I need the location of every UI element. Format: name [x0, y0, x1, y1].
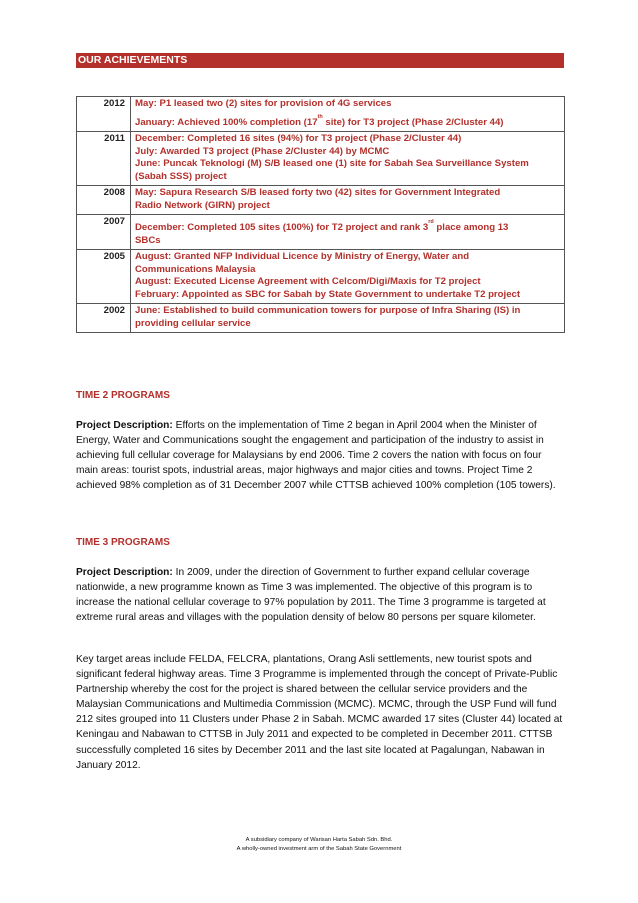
achievement-description: [131, 186, 565, 215]
section-banner: OUR ACHIEVEMENTS: [76, 53, 564, 68]
achievement-year: 2012: [77, 97, 131, 132]
achievement-year: 2005: [77, 250, 131, 304]
time3-description: [76, 565, 566, 625]
ordinal-suffix: th: [317, 113, 323, 120]
time3-text: In 2009, under the direction of Government to further expand cellular coverage nationwide, a new programme known as Time 3 was implemented. The objective of this program is to increase the national cellular coverage to 97% population by 2011. The Time 3 programme is targeted at extreme rural areas and villages with the population density of below 80 persons per square kilometer.: [76, 567, 546, 624]
achievement-line: Communications Malaysia: [135, 263, 256, 275]
time3-label: Project Description:: [76, 567, 173, 578]
ordinal-suffix: rd: [428, 219, 434, 225]
achievement-line: (Sabah SSS) project: [135, 170, 227, 182]
achievement-line: Radio Network (GIRN) project: [135, 199, 270, 211]
achievement-description: [131, 304, 565, 333]
achievement-year: 2011: [77, 132, 131, 186]
page-footer: [0, 836, 638, 854]
footer-line-2: A wholly-owned investment arm of the Sabah State Government: [236, 846, 402, 852]
achievement-row: [77, 250, 565, 304]
achievement-description: [131, 132, 565, 186]
achievement-year: 2008: [77, 186, 131, 215]
time2-text: Efforts on the implementation of Time 2 began in April 2004 when the Minister of Energy, Water and Communications sought the engagement and participation of the industry to assist in achieving full cellular coverage for Malaysians by end 2006. Time 2 covers the nation with focus on four main areas: tourist spots, industrial areas, major highways and major cities and towns. Project Time 2 achieved 98% completion as of 31 December 2007 while CTTSB achieved 100% completion (105 towers).: [76, 420, 556, 492]
achievement-line: August: Granted NFP Individual Licence by Ministry of Energy, Water and: [135, 251, 470, 262]
achievement-line: providing cellular service: [135, 317, 251, 329]
achievement-line: [135, 111, 560, 130]
footer-line-1: A subsidiary company of Warisan Harta Sabah Sdn. Bhd.: [245, 837, 393, 843]
achievement-year: 2007: [77, 215, 131, 250]
achievement-line: May: P1 leased two (2) sites for provision of 4G services: [135, 98, 392, 109]
achievements-table: [76, 96, 565, 333]
achievement-line: August: Executed License Agreement with Celcom/Digi/Maxis for T2 project: [135, 276, 481, 287]
achievement-line: May: Sapura Research S/B leased forty two (42) sites for Government Integrated: [135, 187, 501, 198]
achievement-row: [77, 186, 565, 215]
time3-targets: Key target areas include FELDA, FELCRA, plantations, Orang Asli settlements, new tourist spots and significant federal highway areas. Time 3 Programme is implemented through the concept of Private-Public Partnership whereby the cost for the project is shared between the cellular service providers and the Malaysian Communications and Multimedia Commission (MCMC). MCMC, through the USP Fund will fund 212 sites grouped into 11 Clusters under Phase 2 in Sabah. MCMC awarded 17 sites (Cluster 44) located at Keningau and Nabawan to CTTSB in July 2011 and expected to be completed in December 2011. CTTSB successfully completed 16 sites by December 2011 and the last site located at Pagalungan, Nabawan in January 2012.: [76, 654, 563, 771]
achievement-text: December: Completed 105 sites (100%) for T2 project and rank 3: [135, 222, 429, 233]
achievement-year: 2002: [77, 304, 131, 333]
achievement-description: [131, 250, 565, 304]
achievement-line: July: Awarded T3 project (Phase 2/Cluster 44) by MCMC: [135, 145, 390, 157]
achievement-row: [77, 132, 565, 186]
achievement-line: February: Appointed as SBC for Sabah by State Government to undertake T2 project: [135, 288, 521, 300]
achievement-line: [135, 216, 560, 235]
time3-heading: TIME 3 PROGRAMS: [76, 537, 170, 548]
achievement-line: June: Puncak Teknologi (M) S/B leased one (1) site for Sabah Sea Surveillance System: [135, 158, 529, 169]
achievement-text: site) for T3 project (Phase 2/Cluster 44): [322, 116, 504, 128]
achievement-text: January: Achieved 100% completion (17: [135, 116, 318, 128]
achievement-text: place among 13: [433, 222, 509, 233]
achievement-row: [77, 97, 565, 132]
achievement-row: [77, 215, 565, 250]
achievement-line: June: Established to build communication towers for purpose of Infra Sharing (IS) in: [135, 305, 521, 316]
achievement-description: [131, 97, 565, 132]
time2-description: [76, 418, 566, 493]
achievement-line: SBCs: [135, 234, 161, 246]
time2-heading: TIME 2 PROGRAMS: [76, 390, 170, 401]
time2-label: Project Description:: [76, 420, 173, 431]
achievement-row: [77, 304, 565, 333]
achievement-description: [131, 215, 565, 250]
achievement-line: December: Completed 16 sites (94%) for T3 project (Phase 2/Cluster 44): [135, 133, 462, 144]
